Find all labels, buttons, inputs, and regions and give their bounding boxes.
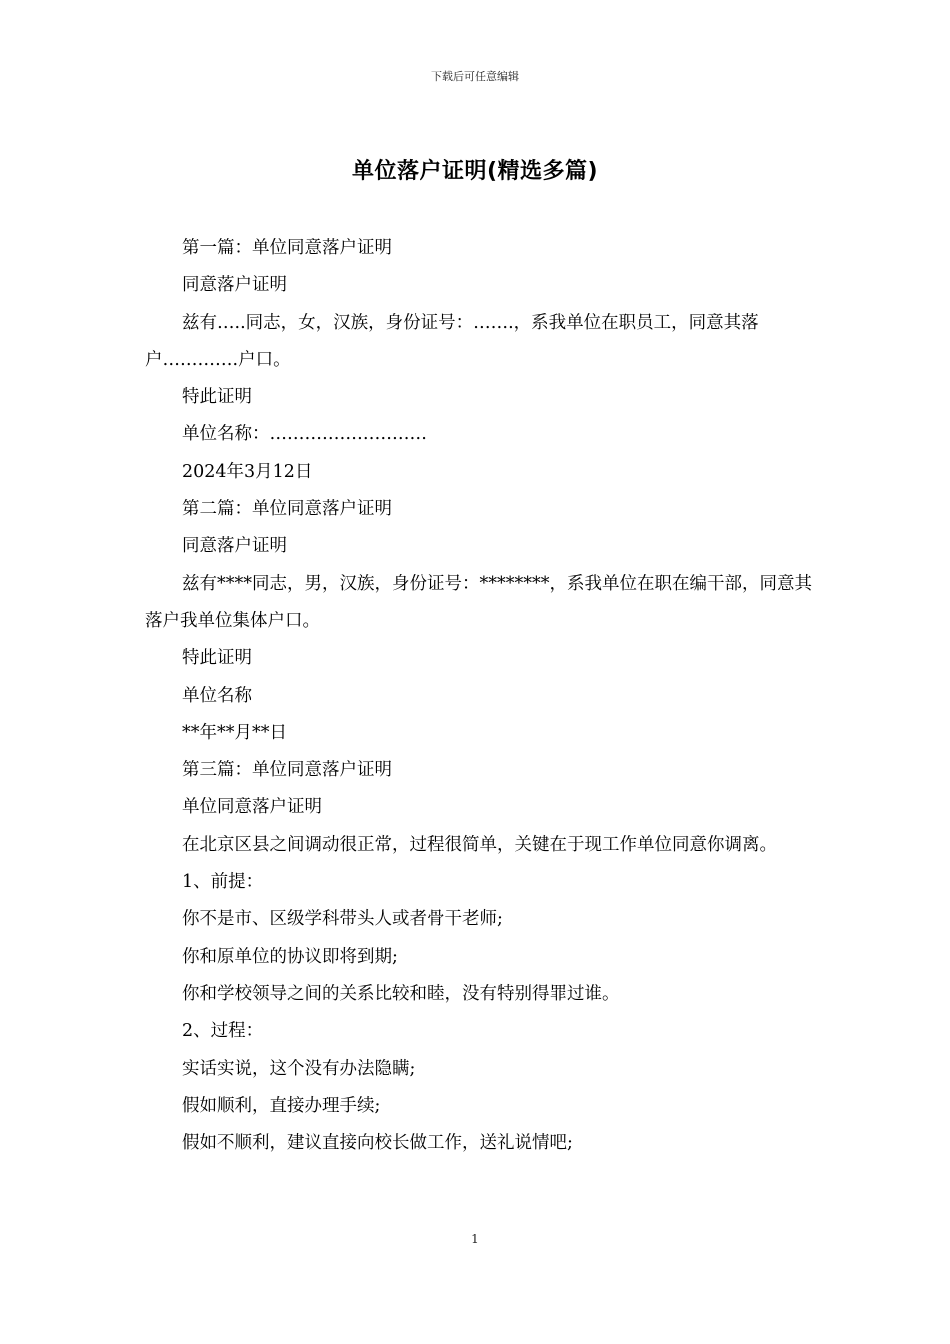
paragraph: 单位名称：……………………… <box>182 424 427 445</box>
paragraph: 兹有…..同志，女，汉族，身份证号：…….，系我单位在职员工，同意其落户………….户口。 <box>145 312 759 370</box>
paragraph: 假如不顺利，建议直接向校长做工作，送礼说情吧; <box>182 1133 573 1154</box>
paragraph: 单位名称 <box>182 685 252 706</box>
document-body <box>145 230 820 1162</box>
paragraph: 在北京区县之间调动很正常，过程很简单，关键在于现工作单位同意你调离。 <box>182 834 777 855</box>
paragraph: 2024年3月12日 <box>182 461 313 482</box>
paragraph: 第三篇：单位同意落户证明 <box>182 760 392 781</box>
paragraph: 第一篇：单位同意落户证明 <box>182 238 392 258</box>
paragraph: 特此证明 <box>182 387 252 408</box>
page-number: 1 <box>471 1232 479 1246</box>
paragraph: 单位同意落户证明 <box>182 797 322 818</box>
paragraph: 2、过程： <box>182 1021 264 1042</box>
document-title: 单位落户证明(精选多篇) <box>351 159 599 184</box>
paragraph: 假如顺利，直接办理手续; <box>182 1095 381 1116</box>
paragraph: 兹有****同志，男，汉族，身份证号：********，系我单位在职在编干部，同意其落户我单位集体户口。 <box>145 573 812 631</box>
paragraph: 实话实说，这个没有办法隐瞒; <box>182 1058 416 1079</box>
paragraph: 第二篇：单位同意落户证明 <box>182 499 392 520</box>
header-note: 下载后可任意编辑 <box>431 70 519 83</box>
paragraph: **年**月**日 <box>182 722 287 743</box>
paragraph: 你和原单位的协议即将到期; <box>182 946 398 967</box>
paragraph: 你不是市、区级学科带头人或者骨干老师; <box>182 909 503 930</box>
paragraph: 同意落户证明 <box>182 536 287 557</box>
paragraph: 你和学校领导之间的关系比较和睦，没有特别得罪过谁。 <box>182 983 620 1004</box>
paragraph: 同意落户证明 <box>182 275 287 296</box>
paragraph: 特此证明 <box>182 648 252 669</box>
paragraph: 1、前提： <box>182 872 264 893</box>
